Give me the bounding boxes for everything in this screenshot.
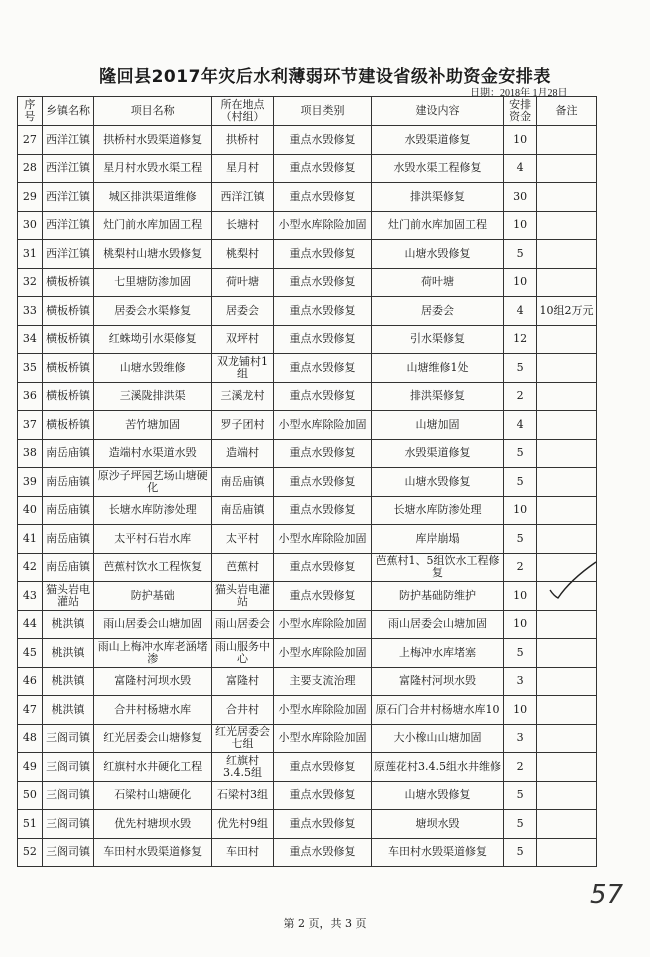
cell-location: 雨山服务中心 [212, 639, 274, 668]
cell-location: 红光居委会七组 [212, 724, 274, 753]
table-row [18, 696, 597, 725]
cell-project-type: 重点水毁修复 [273, 268, 371, 297]
table-row [18, 525, 597, 554]
cell-note [537, 667, 597, 696]
cell-note [537, 639, 597, 668]
cell-seq: 49 [18, 753, 43, 782]
cell-note [537, 183, 597, 212]
cell-project-type: 小型水库除险加固 [273, 639, 371, 668]
cell-town: 桃洪镇 [42, 610, 94, 639]
cell-seq: 27 [18, 126, 43, 155]
cell-note [537, 240, 597, 269]
header-fund: 安排资金 [504, 97, 537, 126]
cell-seq: 43 [18, 582, 43, 611]
cell-project-type: 重点水毁修复 [273, 781, 371, 810]
cell-town: 三阁司镇 [42, 781, 94, 810]
cell-project-type: 小型水库除险加固 [273, 610, 371, 639]
cell-seq: 42 [18, 553, 43, 582]
cell-location: 长塘村 [212, 211, 274, 240]
page-footer: 第 2 页，共 3 页 [283, 917, 367, 930]
cell-fund: 4 [504, 411, 537, 440]
cell-content: 山塘加固 [371, 411, 503, 440]
handwritten-check-icon [548, 560, 598, 600]
cell-fund: 5 [504, 781, 537, 810]
table-header-row [18, 97, 597, 126]
cell-location: 合井村 [212, 696, 274, 725]
cell-project-name: 雨山上梅冲水库老涵堵渗 [94, 639, 212, 668]
header-project-type: 项目类别 [273, 97, 371, 126]
cell-project-type: 重点水毁修复 [273, 240, 371, 269]
cell-fund: 10 [504, 211, 537, 240]
cell-project-name: 石梁村山塘硬化 [94, 781, 212, 810]
table-row [18, 610, 597, 639]
cell-project-type: 小型水库除险加固 [273, 696, 371, 725]
cell-town: 西洋江镇 [42, 240, 94, 269]
cell-seq: 37 [18, 411, 43, 440]
cell-location: 拱桥村 [212, 126, 274, 155]
cell-location: 桃梨村 [212, 240, 274, 269]
cell-seq: 33 [18, 297, 43, 326]
cell-project-name: 造端村水渠道水毁 [94, 439, 212, 468]
cell-project-name: 防护基础 [94, 582, 212, 611]
cell-seq: 39 [18, 468, 43, 497]
cell-content: 车田村水毁渠道修复 [371, 838, 503, 867]
cell-note [537, 468, 597, 497]
cell-note [537, 439, 597, 468]
table-row [18, 667, 597, 696]
cell-project-name: 灶门前水库加固工程 [94, 211, 212, 240]
header-town: 乡镇名称 [42, 97, 94, 126]
cell-location: 车田村 [212, 838, 274, 867]
cell-note [537, 525, 597, 554]
cell-seq: 38 [18, 439, 43, 468]
cell-location: 雨山居委会 [212, 610, 274, 639]
cell-project-name: 红蛛坳引水渠修复 [94, 325, 212, 354]
cell-project-type: 小型水库除险加固 [273, 211, 371, 240]
cell-town: 横板桥镇 [42, 297, 94, 326]
cell-town: 南岳庙镇 [42, 468, 94, 497]
cell-project-name: 优先村塘坝水毁 [94, 810, 212, 839]
cell-location: 三溪龙村 [212, 382, 274, 411]
cell-fund: 10 [504, 610, 537, 639]
cell-seq: 45 [18, 639, 43, 668]
cell-content: 上梅冲水库堵塞 [371, 639, 503, 668]
table-row [18, 639, 597, 668]
table-row [18, 354, 597, 383]
header-seq: 序号 [18, 97, 43, 126]
cell-seq: 35 [18, 354, 43, 383]
table-row [18, 268, 597, 297]
cell-seq: 50 [18, 781, 43, 810]
cell-note [537, 838, 597, 867]
cell-project-type: 重点水毁修复 [273, 810, 371, 839]
cell-town: 西洋江镇 [42, 126, 94, 155]
cell-location: 南岳庙镇 [212, 468, 274, 497]
cell-project-name: 合井村杨塘水库 [94, 696, 212, 725]
cell-seq: 48 [18, 724, 43, 753]
cell-town: 南岳庙镇 [42, 525, 94, 554]
cell-town: 南岳庙镇 [42, 553, 94, 582]
cell-town: 桃洪镇 [42, 696, 94, 725]
cell-town: 南岳庙镇 [42, 496, 94, 525]
cell-fund: 12 [504, 325, 537, 354]
cell-note [537, 382, 597, 411]
table-row [18, 240, 597, 269]
cell-seq: 47 [18, 696, 43, 725]
table-row [18, 126, 597, 155]
cell-content: 大小橡山山塘加固 [371, 724, 503, 753]
cell-project-type: 重点水毁修复 [273, 154, 371, 183]
cell-fund: 10 [504, 496, 537, 525]
cell-project-name: 车田村水毁渠道修复 [94, 838, 212, 867]
cell-fund: 5 [504, 468, 537, 497]
cell-fund: 10 [504, 268, 537, 297]
cell-location: 居委会 [212, 297, 274, 326]
cell-location: 罗子团村 [212, 411, 274, 440]
cell-fund: 5 [504, 639, 537, 668]
cell-fund: 5 [504, 240, 537, 269]
cell-content: 长塘水库防渗处理 [371, 496, 503, 525]
cell-fund: 4 [504, 154, 537, 183]
table-row [18, 582, 597, 611]
cell-project-type: 重点水毁修复 [273, 183, 371, 212]
cell-location: 优先村9组 [212, 810, 274, 839]
cell-note [537, 411, 597, 440]
cell-project-type: 小型水库除险加固 [273, 525, 371, 554]
cell-content: 原莲花村3.4.5组水井维修 [371, 753, 503, 782]
cell-location: 南岳庙镇 [212, 496, 274, 525]
cell-content: 防护基础防维护 [371, 582, 503, 611]
handwritten-page-mark: 57 [590, 880, 624, 910]
table-row [18, 838, 597, 867]
table-row [18, 211, 597, 240]
cell-location: 石梁村3组 [212, 781, 274, 810]
header-content: 建设内容 [371, 97, 503, 126]
cell-town: 三阁司镇 [42, 724, 94, 753]
cell-project-name: 太平村石岩水库 [94, 525, 212, 554]
cell-content: 雨山居委会山塘加固 [371, 610, 503, 639]
cell-location: 双坪村 [212, 325, 274, 354]
cell-fund: 5 [504, 838, 537, 867]
cell-town: 横板桥镇 [42, 411, 94, 440]
cell-project-type: 重点水毁修复 [273, 382, 371, 411]
cell-seq: 30 [18, 211, 43, 240]
cell-seq: 32 [18, 268, 43, 297]
cell-note: 10组2万元 [537, 297, 597, 326]
cell-fund: 3 [504, 724, 537, 753]
table-row [18, 468, 597, 497]
header-project-name: 项目名称 [94, 97, 212, 126]
cell-note [537, 753, 597, 782]
cell-project-type: 重点水毁修复 [273, 838, 371, 867]
cell-project-name: 城区排洪渠道维修 [94, 183, 212, 212]
cell-fund: 10 [504, 696, 537, 725]
cell-fund: 10 [504, 582, 537, 611]
cell-location: 富隆村 [212, 667, 274, 696]
cell-project-type: 重点水毁修复 [273, 354, 371, 383]
cell-seq: 52 [18, 838, 43, 867]
cell-location: 猫头岩电灌站 [212, 582, 274, 611]
cell-project-type: 重点水毁修复 [273, 468, 371, 497]
cell-content: 山塘水毁修复 [371, 240, 503, 269]
table-row [18, 753, 597, 782]
cell-project-name: 雨山居委会山塘加固 [94, 610, 212, 639]
cell-fund: 3 [504, 667, 537, 696]
cell-town: 西洋江镇 [42, 183, 94, 212]
cell-content: 水毁渠道修复 [371, 126, 503, 155]
cell-location: 太平村 [212, 525, 274, 554]
cell-seq: 34 [18, 325, 43, 354]
table-row [18, 183, 597, 212]
cell-fund: 2 [504, 753, 537, 782]
cell-town: 三阁司镇 [42, 838, 94, 867]
cell-project-type: 重点水毁修复 [273, 553, 371, 582]
table-row [18, 553, 597, 582]
cell-content: 荷叶塘 [371, 268, 503, 297]
table-row [18, 325, 597, 354]
cell-fund: 4 [504, 297, 537, 326]
cell-content: 排洪渠修复 [371, 183, 503, 212]
cell-seq: 46 [18, 667, 43, 696]
cell-content: 居委会 [371, 297, 503, 326]
table-row [18, 781, 597, 810]
cell-note [537, 781, 597, 810]
cell-seq: 28 [18, 154, 43, 183]
table-row [18, 297, 597, 326]
cell-content: 排洪渠修复 [371, 382, 503, 411]
cell-location: 星月村 [212, 154, 274, 183]
cell-town: 桃洪镇 [42, 667, 94, 696]
cell-project-name: 星月村水毁水渠工程 [94, 154, 212, 183]
cell-fund: 30 [504, 183, 537, 212]
cell-content: 引水渠修复 [371, 325, 503, 354]
funding-table [17, 96, 597, 867]
cell-project-name: 居委会水渠修复 [94, 297, 212, 326]
cell-town: 横板桥镇 [42, 325, 94, 354]
cell-fund: 5 [504, 810, 537, 839]
cell-seq: 51 [18, 810, 43, 839]
cell-content: 水毁渠道修复 [371, 439, 503, 468]
cell-content: 山塘维修1处 [371, 354, 503, 383]
cell-content: 芭蕉村1、5组饮水工程修复 [371, 553, 503, 582]
cell-town: 三阁司镇 [42, 753, 94, 782]
cell-fund: 5 [504, 439, 537, 468]
cell-fund: 10 [504, 126, 537, 155]
table-row [18, 810, 597, 839]
cell-content: 山塘水毁修复 [371, 468, 503, 497]
table-row [18, 411, 597, 440]
cell-project-type: 重点水毁修复 [273, 439, 371, 468]
cell-town: 横板桥镇 [42, 382, 94, 411]
cell-note [537, 724, 597, 753]
cell-project-name: 三溪陇排洪渠 [94, 382, 212, 411]
cell-location: 造端村 [212, 439, 274, 468]
table-row [18, 724, 597, 753]
cell-project-name: 桃梨村山塘水毁修复 [94, 240, 212, 269]
cell-project-type: 小型水库除险加固 [273, 411, 371, 440]
cell-project-name: 红光居委会山塘修复 [94, 724, 212, 753]
cell-note [537, 126, 597, 155]
cell-town: 西洋江镇 [42, 211, 94, 240]
cell-fund: 2 [504, 553, 537, 582]
cell-location: 西洋江镇 [212, 183, 274, 212]
cell-fund: 5 [504, 525, 537, 554]
cell-content: 库岸崩塌 [371, 525, 503, 554]
cell-project-name: 七里塘防渗加固 [94, 268, 212, 297]
cell-location: 荷叶塘 [212, 268, 274, 297]
document-date: 日期：2018年 1月28日 [470, 88, 568, 99]
cell-town: 横板桥镇 [42, 354, 94, 383]
cell-note [537, 696, 597, 725]
cell-project-name: 原沙子坪园艺场山塘硬化 [94, 468, 212, 497]
cell-town: 三阁司镇 [42, 810, 94, 839]
cell-project-name: 富隆村河坝水毁 [94, 667, 212, 696]
cell-project-type: 重点水毁修复 [273, 753, 371, 782]
header-location: 所在地点（村组） [212, 97, 274, 126]
cell-note [537, 610, 597, 639]
document-title: 隆回县2017年灾后水利薄弱环节建设省级补助资金安排表 [99, 67, 551, 87]
cell-project-name: 长塘水库防渗处理 [94, 496, 212, 525]
cell-content: 水毁水渠工程修复 [371, 154, 503, 183]
cell-project-type: 主要支流治理 [273, 667, 371, 696]
cell-location: 红旗村3.4.5组 [212, 753, 274, 782]
cell-project-name: 苦竹塘加固 [94, 411, 212, 440]
cell-note [537, 496, 597, 525]
cell-project-type: 重点水毁修复 [273, 297, 371, 326]
cell-town: 南岳庙镇 [42, 439, 94, 468]
table-row [18, 154, 597, 183]
header-note: 备注 [537, 97, 597, 126]
cell-note [537, 325, 597, 354]
cell-seq: 41 [18, 525, 43, 554]
cell-town: 猫头岩电灌站 [42, 582, 94, 611]
cell-seq: 40 [18, 496, 43, 525]
cell-seq: 36 [18, 382, 43, 411]
cell-town: 横板桥镇 [42, 268, 94, 297]
cell-note [537, 211, 597, 240]
cell-note [537, 154, 597, 183]
cell-seq: 31 [18, 240, 43, 269]
cell-content: 富隆村河坝水毁 [371, 667, 503, 696]
cell-content: 灶门前水库加固工程 [371, 211, 503, 240]
cell-project-type: 重点水毁修复 [273, 325, 371, 354]
cell-fund: 2 [504, 382, 537, 411]
cell-project-name: 山塘水毁维修 [94, 354, 212, 383]
cell-note [537, 268, 597, 297]
cell-project-name: 芭蕉村饮水工程恢复 [94, 553, 212, 582]
cell-note [537, 354, 597, 383]
cell-seq: 44 [18, 610, 43, 639]
cell-town: 西洋江镇 [42, 154, 94, 183]
cell-fund: 5 [504, 354, 537, 383]
cell-project-name: 拱桥村水毁渠道修复 [94, 126, 212, 155]
table-row [18, 496, 597, 525]
table-row [18, 382, 597, 411]
cell-location: 双龙铺村1组 [212, 354, 274, 383]
cell-content: 原石门合井村杨塘水库10 [371, 696, 503, 725]
cell-location: 芭蕉村 [212, 553, 274, 582]
cell-town: 桃洪镇 [42, 639, 94, 668]
cell-project-type: 小型水库除险加固 [273, 724, 371, 753]
cell-project-type: 重点水毁修复 [273, 126, 371, 155]
cell-project-type: 重点水毁修复 [273, 496, 371, 525]
cell-project-name: 红旗村水井硬化工程 [94, 753, 212, 782]
cell-note [537, 810, 597, 839]
cell-seq: 29 [18, 183, 43, 212]
cell-content: 山塘水毁修复 [371, 781, 503, 810]
cell-content: 塘坝水毁 [371, 810, 503, 839]
table-row [18, 439, 597, 468]
cell-project-type: 重点水毁修复 [273, 582, 371, 611]
